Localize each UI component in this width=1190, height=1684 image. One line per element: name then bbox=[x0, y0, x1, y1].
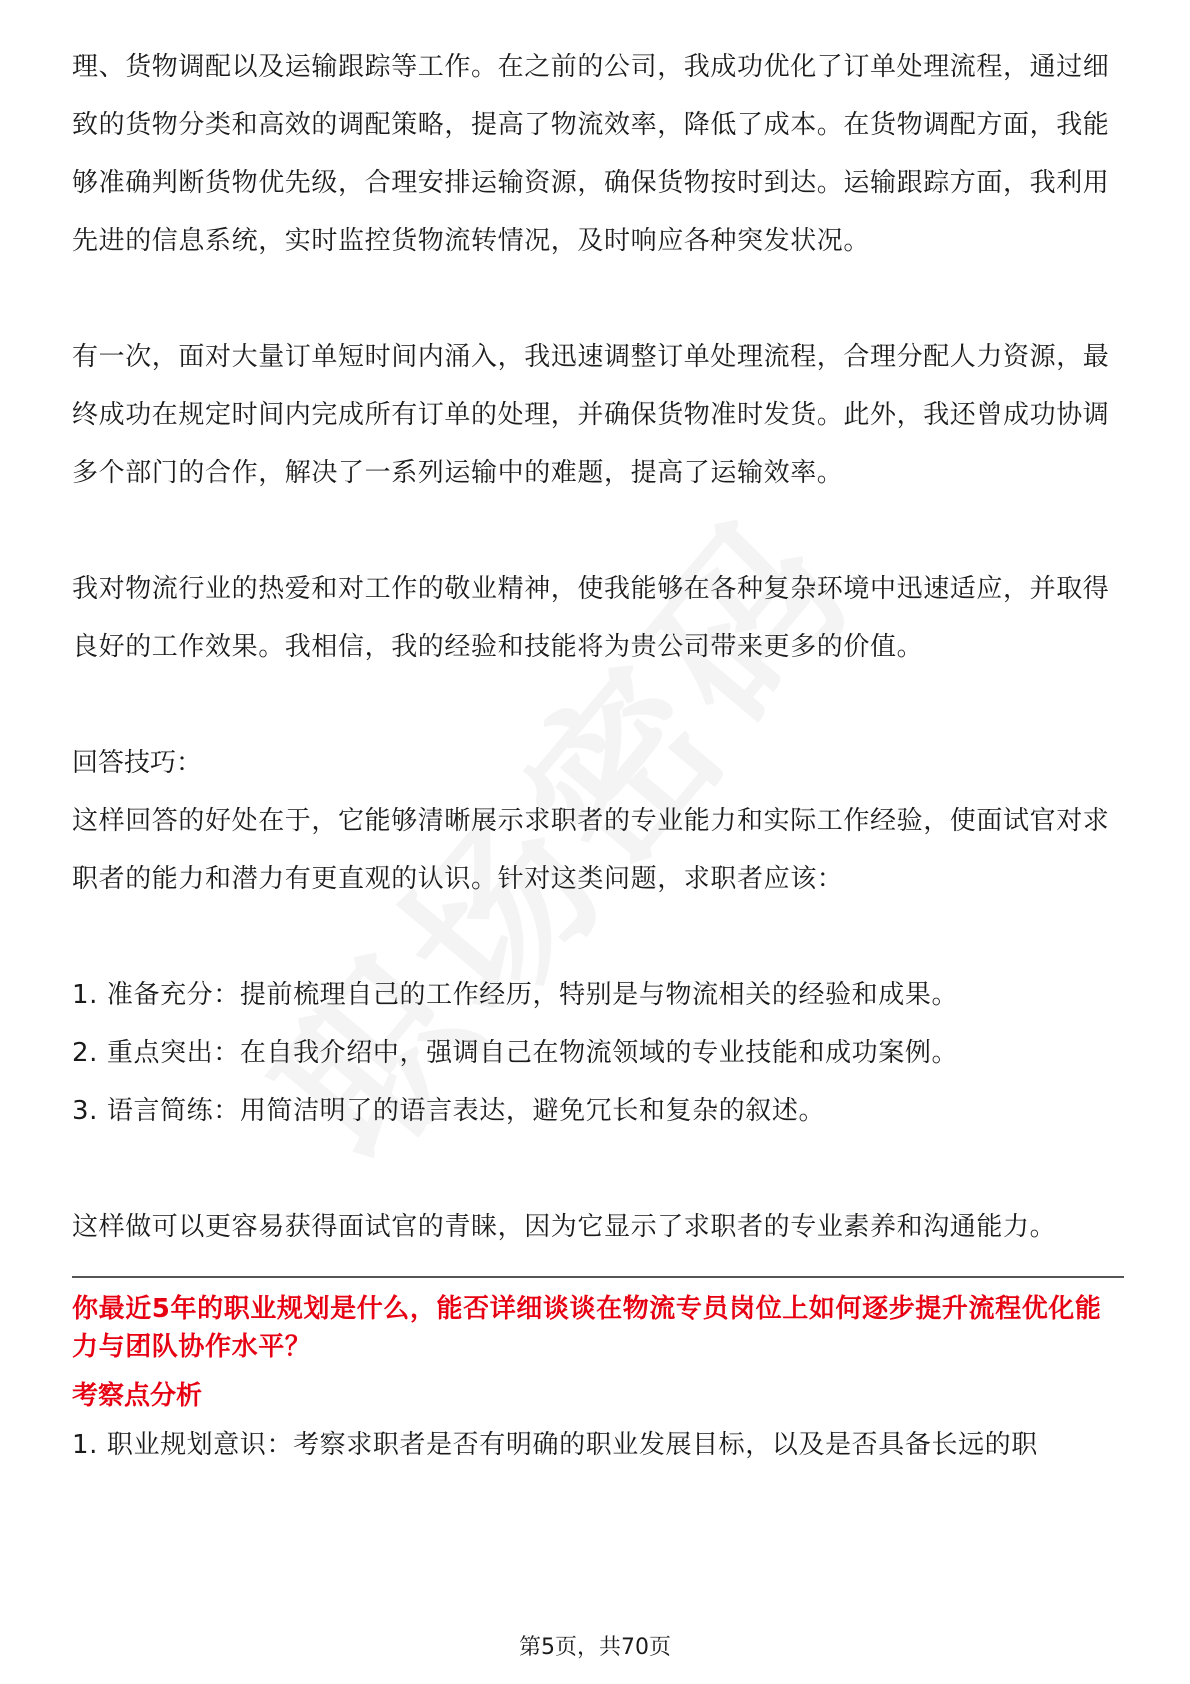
tips-list-item: 3. 语言简练：用简洁明了的语言表达，避免冗长和复杂的叙述。 bbox=[72, 1096, 826, 1126]
tips-list-item: 2. 重点突出：在自我介绍中，强调自己在物流领域的专业技能和成功案例。 bbox=[72, 1038, 959, 1068]
tips-intro: 这样回答的好处在于，它能够清晰展示求职者的专业能力和实际工作经验，使面试官对求职者的能力和潜力有更直观的认识。针对这类问题，求职者应该： bbox=[72, 806, 1110, 894]
answer-paragraph-2: 有一次，面对大量订单短时间内涌入，我迅速调整订单处理流程，合理分配人力资源，最终成功在规定时间内完成所有订单的处理，并确保货物准时发货。此外，我还曾成功协调多个部门的合作，解决了一系列运输中的难题，提高了运输效率。 bbox=[72, 342, 1110, 488]
tips-conclusion: 这样做可以更容易获得面试官的青睐，因为它显示了求职者的专业素养和沟通能力。 bbox=[72, 1212, 1057, 1242]
analysis-item: 1. 职业规划意识：考察求职者是否有明确的职业发展目标，以及是否具备长远的职 bbox=[72, 1430, 1038, 1460]
tips-list-item: 1. 准备充分：提前梳理自己的工作经历，特别是与物流相关的经验和成果。 bbox=[72, 980, 959, 1010]
tips-title: 回答技巧： bbox=[72, 748, 203, 778]
tips-list bbox=[72, 966, 1124, 1140]
page-footer: 第5页，共70页 bbox=[519, 1635, 671, 1660]
section-divider bbox=[72, 1276, 1124, 1278]
answer-paragraph-3: 我对物流行业的热爱和对工作的敬业精神，使我能够在各种复杂环境中迅速适应，并取得良好的工作效果。我相信，我的经验和技能将为贵公司带来更多的价值。 bbox=[72, 574, 1110, 662]
document-page bbox=[72, 38, 1124, 1468]
analysis-title: 考察点分析 bbox=[72, 1381, 203, 1411]
interview-question: 你最近5年的职业规划是什么，能否详细谈谈在物流专员岗位上如何逐步提升流程优化能力与团队协作水平？ bbox=[72, 1294, 1102, 1362]
answer-paragraph-1: 理、货物调配以及运输跟踪等工作。在之前的公司，我成功优化了订单处理流程，通过细致的货物分类和高效的调配策略，提高了物流效率，降低了成本。在货物调配方面，我能够准确判断货物优先级，合理安排运输资源，确保货物按时到达。运输跟踪方面，我利用先进的信息系统，实时监控货物流转情况，及时响应各种突发状况。 bbox=[72, 52, 1110, 256]
